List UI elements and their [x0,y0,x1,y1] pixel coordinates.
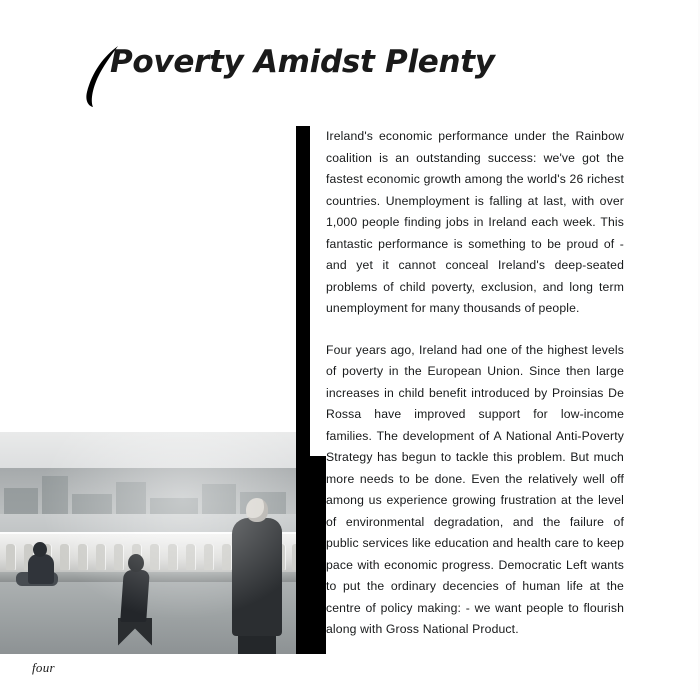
title-block [84,44,604,104]
article-body [326,126,624,641]
vertical-rule-upper [296,126,310,456]
photo-haze-overlay [0,432,305,654]
street-photograph [0,432,305,654]
paragraph: Four years ago, Ireland had one of the highest levels of poverty in the European Union. Since then large increases in child benefit introduced by Proinsias De Rossa have improved support for low-income families. The development of A National Anti-Poverty Strategy has begun to tackle this problem. But much more needs to be done. Even the relatively well off among us experience growing frustration at the level of environmental degradation, and the failure of public services like education and health care to keep pace with economic progress. Democratic Left wants to put the ordinary decencies of human life at the centre of policy making: - we want people to flourish along with Gross National Product. [326,342,624,636]
paragraph: Ireland's economic performance under the Rainbow coalition is an outstanding success: we've got the fastest economic growth among the world's 26 richest countries. Unemployment is falling at last, with over 1,000 people finding jobs in Ireland each week. This fantastic performance is something to be proud of - and yet it cannot conceal Ireland's deep-seated problems of child poverty, exclusion, and long term unemployment for many thousands of people. [326,129,624,315]
vertical-rule-lower [296,456,326,654]
page-footer [0,654,700,694]
folio-number: four [32,660,55,675]
page-title: Poverty Amidst Plenty [110,44,495,80]
